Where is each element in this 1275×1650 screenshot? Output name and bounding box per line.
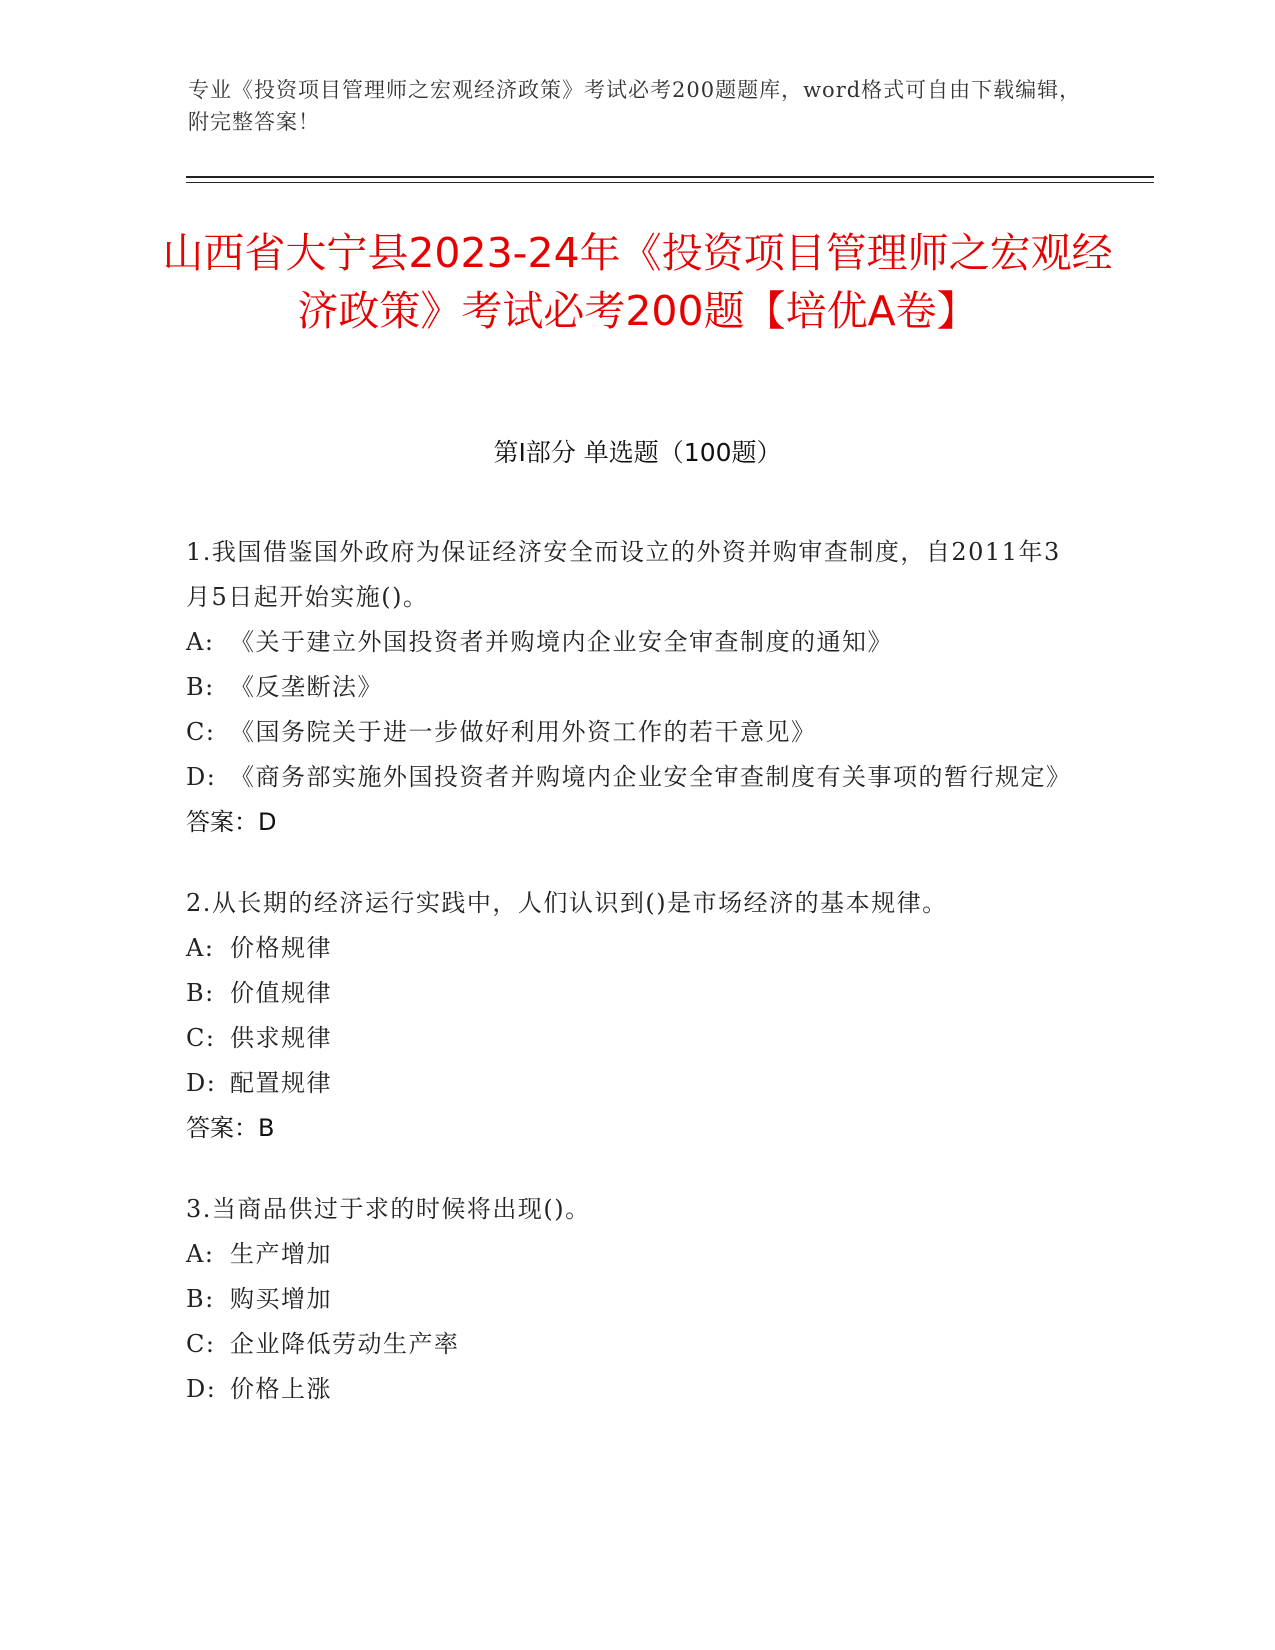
option-text: 购买增加 <box>230 1285 332 1313</box>
header-note: 专业《投资项目管理师之宏观经济政策》考试必考200题题库，word格式可自由下载编辑，附完整答案！ <box>188 78 1082 134</box>
question-stem: 3.当商品供过于求的时候将出现()。 <box>186 1195 591 1223</box>
option-a <box>186 1232 1086 1277</box>
option-text: 《商务部实施外国投资者并购境内企业安全审查制度有关事项的暂行规定》 <box>230 763 1072 791</box>
question-3 <box>186 1187 1086 1412</box>
option-d <box>186 1367 1086 1412</box>
option-text: 价格规律 <box>230 934 332 962</box>
option-key: A: <box>186 628 215 656</box>
option-key: B: <box>186 979 215 1007</box>
option-key: D: <box>186 763 217 791</box>
option-key: C: <box>186 1024 216 1052</box>
option-key: D: <box>186 1375 217 1403</box>
question-stem: 1.我国借鉴国外政府为保证经济安全而设立的外资并购审查制度，自2011年3月5日起开始实施()。 <box>186 538 1061 611</box>
option-text: 《反垄断法》 <box>230 673 383 701</box>
option-d <box>186 755 1086 800</box>
option-key: C: <box>186 718 216 746</box>
option-text: 《关于建立外国投资者并购境内企业安全审查制度的通知》 <box>230 628 893 656</box>
option-key: A: <box>186 934 215 962</box>
option-text: 价值规律 <box>230 979 332 1007</box>
option-b <box>186 665 1086 710</box>
option-key: D: <box>186 1069 217 1097</box>
option-b <box>186 1277 1086 1322</box>
answer-line: 答案：D <box>186 808 277 836</box>
option-key: A: <box>186 1240 215 1268</box>
answer-line: 答案：B <box>186 1114 275 1142</box>
header-divider-thick <box>186 176 1154 178</box>
option-text: 供求规律 <box>230 1024 332 1052</box>
option-text: 配置规律 <box>230 1069 332 1097</box>
option-c <box>186 1016 1086 1061</box>
option-text: 企业降低劳动生产率 <box>230 1330 460 1358</box>
option-c <box>186 1322 1086 1367</box>
option-c <box>186 710 1086 755</box>
document-title: 山西省大宁县2023-24年《投资项目管理师之宏观经济政策》考试必考200题【培优A卷】 <box>162 229 1113 335</box>
question-stem: 2.从长期的经济运行实践中，人们认识到()是市场经济的基本规律。 <box>186 889 948 917</box>
option-b <box>186 971 1086 1016</box>
section-heading: 第I部分 单选题（100题） <box>493 438 782 467</box>
option-text: 《国务院关于进一步做好利用外资工作的若干意见》 <box>230 718 817 746</box>
option-key: B: <box>186 673 215 701</box>
header-divider-thin <box>186 182 1154 183</box>
question-list <box>186 530 1086 1448</box>
option-a <box>186 926 1086 971</box>
question-1 <box>186 530 1086 845</box>
option-key: C: <box>186 1330 216 1358</box>
question-2 <box>186 881 1086 1151</box>
option-d <box>186 1061 1086 1106</box>
option-key: B: <box>186 1285 215 1313</box>
option-text: 价格上涨 <box>230 1375 332 1403</box>
option-a <box>186 620 1086 665</box>
option-text: 生产增加 <box>230 1240 332 1268</box>
